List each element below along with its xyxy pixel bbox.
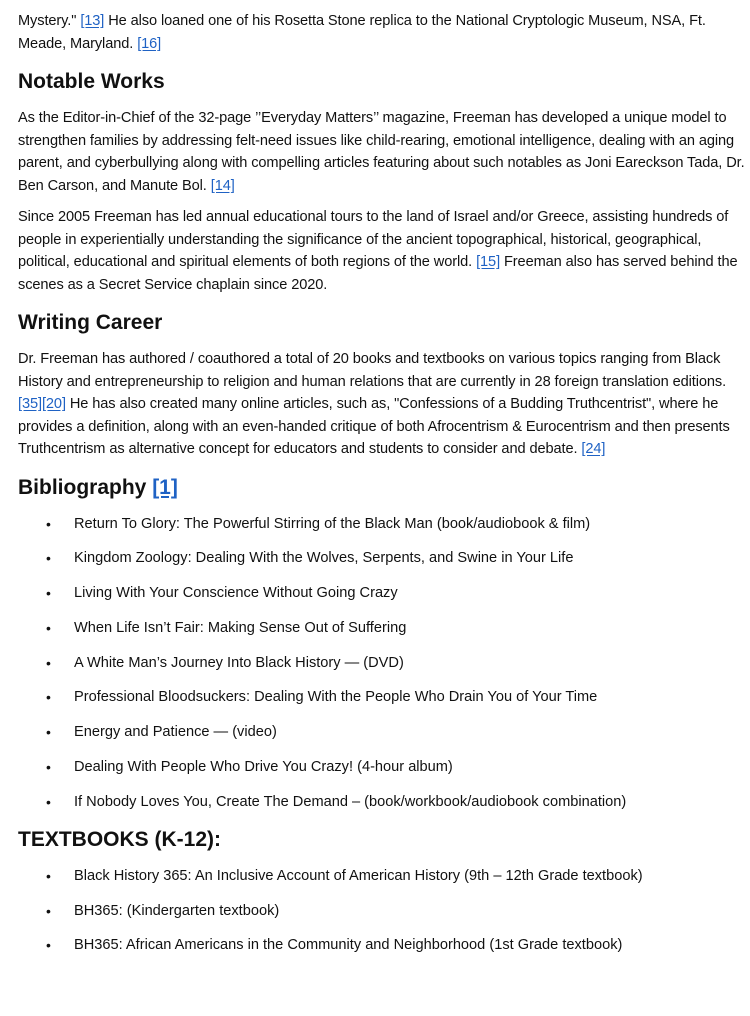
list-item <box>18 865 746 887</box>
bullet-icon: • <box>46 585 51 602</box>
list-item <box>18 582 746 604</box>
list-item-text: When Life Isn’t Fair: Making Sense Out of Suffering <box>74 619 407 636</box>
bullet-icon: • <box>46 867 51 884</box>
bullet-icon: • <box>46 654 51 671</box>
list-item-text: Energy and Patience — (video) <box>74 724 277 741</box>
citation-link-14[interactable]: [14] <box>210 177 235 194</box>
notable-works-heading: Notable Works <box>18 70 165 93</box>
bullet-icon: • <box>46 793 51 810</box>
citation-link-16[interactable]: [16] <box>137 35 162 52</box>
list-item-text: Living With Your Conscience Without Going Crazy <box>74 585 398 602</box>
list-item <box>18 652 746 674</box>
list-item-text: Return To Glory: The Powerful Stirring of the Black Man (book/audiobook & film) <box>74 515 591 532</box>
writing-career-heading: Writing Career <box>18 311 163 334</box>
notable-works-p2-text-a: Since 2005 Freeman has led annual educational tours to the land of Israel and/or Greece, assisting hundreds of people in experientially understanding the significance of the ancient topographical, historical, geographical, political, educational and spiritual elements of both regions of the world. <box>18 209 729 270</box>
list-item-text: Kingdom Zoology: Dealing With the Wolves, Serpents, and Swine in Your Life <box>74 550 574 567</box>
citation-link-20[interactable]: [20] <box>41 396 66 412</box>
citation-link-24[interactable]: [24] <box>581 441 606 457</box>
citation-link-1[interactable]: [1] <box>152 475 178 499</box>
list-item <box>18 617 746 639</box>
bullet-icon: • <box>46 902 51 919</box>
list-item-text: Dealing With People Who Drive You Crazy! (4-hour album) <box>74 759 453 776</box>
citation-link-15[interactable]: [15] <box>476 254 501 270</box>
list-item-text: A White Man’s Journey Into Black History — (DVD) <box>74 654 404 671</box>
list-item <box>18 547 746 569</box>
list-item <box>18 686 746 708</box>
writing-career-paragraph <box>18 348 746 461</box>
notable-works-paragraph-2 <box>18 206 746 296</box>
list-item <box>18 900 746 922</box>
list-item-text: Professional Bloodsuckers: Dealing With the People Who Drain You of Your Time <box>74 689 598 706</box>
notable-works-paragraph-1 <box>18 107 746 197</box>
bullet-icon: • <box>46 619 51 636</box>
list-item <box>18 791 746 813</box>
citation-link-35[interactable]: [35] <box>18 396 42 412</box>
bullet-icon: • <box>46 937 51 954</box>
bibliography-heading <box>18 475 746 501</box>
bibliography-heading-text: Bibliography <box>18 475 147 499</box>
list-item <box>18 513 746 535</box>
intro-text-b: He also loaned one of his Rosetta Stone replica to the National Cryptologic Museum, NSA, Ft. Meade, Maryland. <box>18 13 706 52</box>
list-item-text: BH365: (Kindergarten textbook) <box>74 902 280 919</box>
list-item-text: Black History 365: An Inclusive Account of American History (9th – 12th Grade textbook) <box>74 867 643 884</box>
intro-text-a: Mystery." <box>18 13 77 29</box>
notable-works-p1-text: As the Editor-in-Chief of the 32-page ’’Everyday Matters’’ magazine, Freeman has developed a unique model to strengthen families by addressing felt-need issues like child-rearing, emotional intelligence, dealing with an aging parent, and cyberbullying along with compelling articles featuring about such notables as Joni Eareckson Tada, Dr. Ben Carson, and Manute Bol. <box>18 110 745 194</box>
bullet-icon: • <box>46 550 51 567</box>
bullet-icon: • <box>46 515 51 532</box>
list-item <box>18 721 746 743</box>
list-item-text: If Nobody Loves You, Create The Demand – (book/workbook/audiobook combination) <box>74 793 627 810</box>
list-item <box>18 756 746 778</box>
bibliography-list <box>18 513 746 813</box>
list-item <box>18 934 746 956</box>
textbooks-list <box>18 865 746 957</box>
notable-works-p2-text-b: Freeman also has served behind the scenes as a Secret Service chaplain since 2020. <box>18 254 738 293</box>
bullet-icon: • <box>46 689 51 706</box>
citation-link-13[interactable]: [13] <box>80 13 105 29</box>
writing-career-text-a: Dr. Freeman has authored / coauthored a total of 20 books and textbooks on various topics ranging from Black History and entrepreneurship to religion and human relations that are currently in 28 foreign translation editions. <box>18 351 727 390</box>
list-item-text: BH365: African Americans in the Community and Neighborhood (1st Grade textbook) <box>74 937 623 954</box>
bullet-icon: • <box>46 724 51 741</box>
writing-career-text-b: He has also created many online articles, such as, "Confessions of a Budding Truthcentrist", where he provides a definition, along with an even-handed critique of both Afrocentrism & Eurocentrism and then presents Truthcentrism as alternative concept for educators and students to consider and debate. <box>18 396 730 457</box>
textbooks-heading: TEXTBOOKS (K-12): <box>18 827 222 851</box>
bullet-icon: • <box>46 759 51 776</box>
intro-paragraph <box>18 10 746 55</box>
